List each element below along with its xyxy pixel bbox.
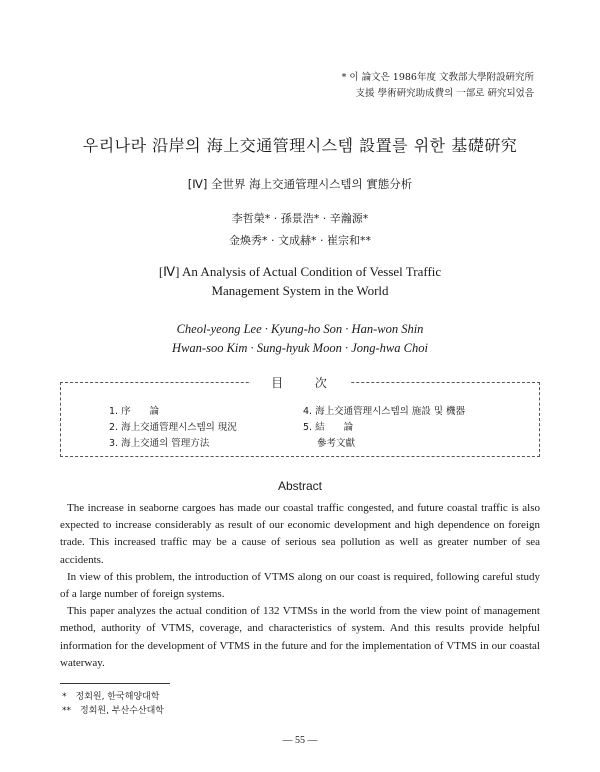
authors-korean-line-2: 金煥秀* · 文成赫* · 崔宗和** — [229, 234, 371, 247]
paper-title-english-line-1: [Ⅳ] An Analysis of Actual Condition of Vessel Traffic — [158, 264, 442, 279]
abstract-paragraph: The increase in seaborne cargoes has made our coastal traffic congested, and future coastal traffic is also expected to increase considerably as result of our economic development and high dependence on foreign trade. This increased traffic may be a cause of serious sea pollution as well as greater number of sea accidents. — [60, 502, 540, 566]
paper-title-korean: 우리나라 沿岸의 海上交通管理시스템 設置를 위한 基礎硏究 — [82, 136, 518, 155]
toc-item: 參考文獻 — [317, 438, 356, 449]
toc-item: 4. 海上交通管理시스템의 施設 및 機器 — [303, 406, 466, 417]
toc-item: 3. 海上交通의 管理方法 — [109, 438, 210, 449]
funding-note-line-1: * 이 論文은 1986年度 文敎部大學附設硏究所 — [341, 72, 534, 83]
abstract-paragraph: In view of this problem, the introduction of VTMS along on our coast is required, following careful study of a large number of foreign systems. — [60, 570, 540, 601]
toc-item: 2. 海上交通管理시스템의 現況 — [109, 422, 237, 433]
authors-english-line-1: Cheol-yeong Lee · Kyung-ho Son · Han-won Shin — [176, 322, 424, 336]
abstract-paragraph: This paper analyzes the actual condition of 132 VTMSs in the world from the view point of management method, authority of VTMS, coverage, and characteristics of system. And this results provide helpful information for the development of VTMS in the future and for the implementation of VTMS in our coastal waterway. — [60, 605, 540, 669]
funding-note-line-2: 支援 學術硏究助成費의 一部로 硏究되었음 — [355, 88, 534, 99]
paper-title-english-line-2: Management System in the World — [211, 283, 389, 298]
table-of-contents — [60, 376, 540, 457]
toc-item: 5. 結 論 — [303, 422, 354, 433]
toc-item: 1. 序 論 — [109, 406, 160, 417]
authors-korean-line-1: 李哲榮* · 孫景浩* · 辛瀚源* — [231, 212, 369, 225]
abstract-body — [60, 500, 540, 672]
paper-subtitle-korean: [Ⅳ] 全世界 海上交通管理시스템의 實態分析 — [187, 177, 413, 191]
abstract-heading: Abstract — [277, 479, 322, 493]
authors-english-line-2: Hwan-soo Kim · Sung-hyuk Moon · Jong-hwa Choi — [172, 341, 428, 355]
footnote: * 정회원, 한국해양대학 — [62, 692, 160, 702]
page-number: — 55 — — [282, 735, 318, 746]
toc-heading: 目 次 — [251, 374, 351, 391]
footnote: ** 정회원, 부산수산대학 — [62, 706, 164, 716]
footnote-divider — [60, 683, 170, 684]
